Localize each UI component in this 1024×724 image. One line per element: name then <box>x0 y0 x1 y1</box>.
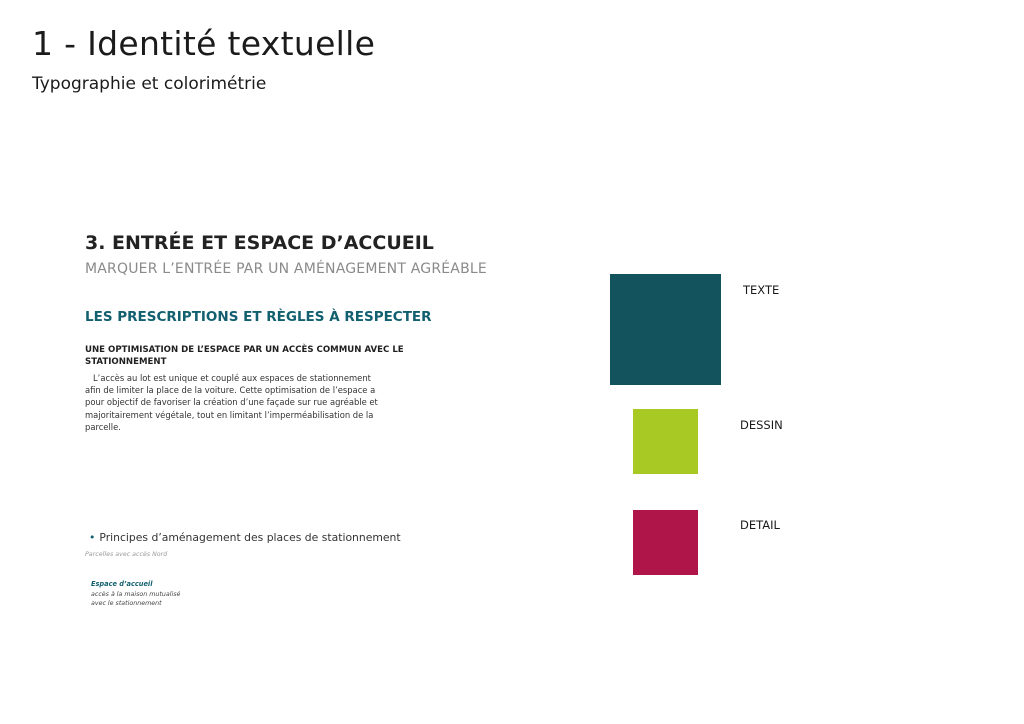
swatch-texte <box>610 274 721 385</box>
accueil-line-2: avec le stationnement <box>91 600 162 607</box>
bullet-icon: • <box>89 531 96 544</box>
page-title: 1 - Identité textuelle <box>32 24 376 63</box>
section-heading: 3. ENTRÉE ET ESPACE D’ACCUEIL <box>85 232 434 254</box>
swatch-dessin <box>633 409 698 474</box>
swatch-label-detail: DETAIL <box>740 518 780 532</box>
optimisation-paragraph: L’accès au lot est unique et couplé aux espaces de stationnement afin de limiter la place de la voiture. Cette optimisation de l’espace a pour objectif de favoriser la création d’une façade sur rue agréable et majoritairement végétale, tout en limitant l’imperméabilisation de la parcelle. <box>85 373 378 432</box>
principles-line <box>89 531 401 544</box>
accueil-title: Espace d’accueil <box>91 580 153 588</box>
page-subtitle: Typographie et colorimétrie <box>32 74 267 94</box>
principles-text: Principes d’aménagement des places de stationnement <box>99 531 401 544</box>
optimisation-heading: UNE OPTIMISATION DE L’ESPACE PAR UN ACCÈS COMMUN AVEC LE STATIONNEMENT <box>85 345 404 367</box>
swatch-detail <box>633 510 698 575</box>
swatch-label-texte: TEXTE <box>743 283 780 297</box>
prescriptions-heading: LES PRESCRIPTIONS ET RÈGLES À RESPECTER <box>85 309 432 325</box>
section-subheading: MARQUER L’ENTRÉE PAR UN AMÉNAGEMENT AGRÉABLE <box>85 261 487 277</box>
swatch-label-dessin: DESSIN <box>740 418 783 432</box>
parcelles-caption: Parcelles avec accès Nord <box>85 551 168 558</box>
accueil-description <box>91 590 180 608</box>
accueil-line-1: accès à la maison mutualisé <box>91 591 181 598</box>
